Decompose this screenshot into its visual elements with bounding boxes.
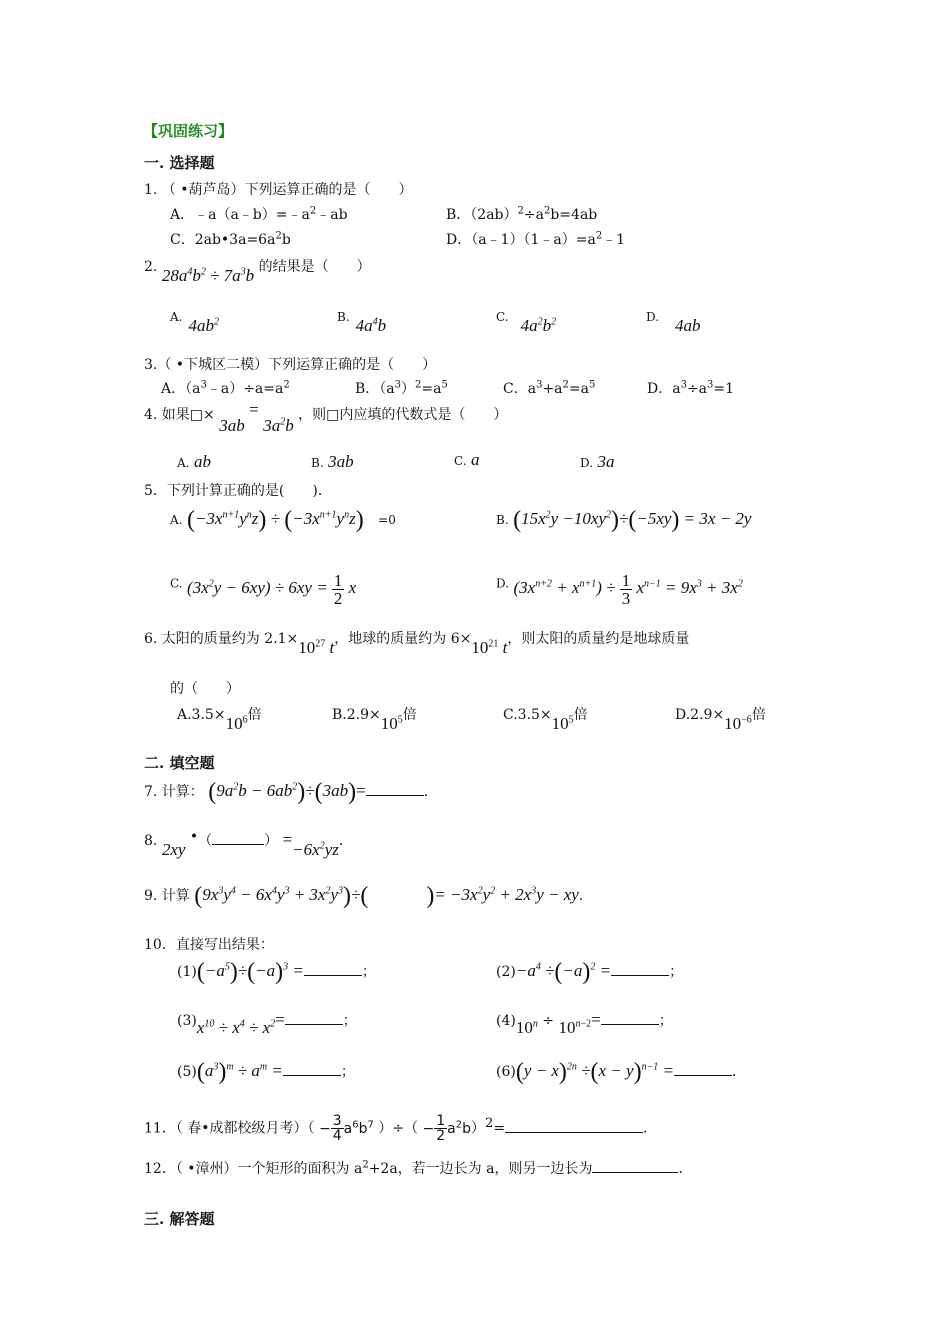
q2-option-d: D. 4ab	[646, 310, 701, 335]
q3-option-a: A．$(a^3﹣a)\div a=a^2$	[161, 379, 290, 397]
question-4: 4. 如果□× $3ab = 3a^2b$ ，则□内应填的代数式是（ ）	[144, 400, 508, 435]
section-heading: 【巩固练习】	[143, 122, 234, 140]
q6-option-a: $A.3.5\times 10^6$倍	[177, 707, 262, 733]
question-12: 12．（ •漳州）一个矩形的面积为 $a^2+2a$，若一边长为 a，则另一边长为 ．	[144, 1159, 693, 1177]
q5-option-a: A. $(-3x^{n+1}y^nz) \div (-3x^{n+1}y^nz) =0$	[170, 507, 396, 533]
q2-option-c: C. $4a^2b^2$	[496, 310, 557, 335]
q1-option-c: C．$2ab•3a=6a^2b$	[170, 230, 291, 248]
q10-part-3: $(3)x^{10} \div x^4 \div x^2=$ ；	[177, 1010, 357, 1037]
q6-option-b: $B.2.9\times 10^5$倍	[332, 707, 417, 733]
q10-part-5: $(5)(a^3)^m \div a^m$ = ；	[177, 1059, 355, 1085]
section-multiple-choice: 一. 选择题	[144, 154, 215, 172]
q5-option-d: D. $(3x^{n+2} + x^{n+1})$ ÷ $\frac{1}{3}$ $x^{n-1} = 9x^3 + 3x^2$	[496, 571, 743, 608]
q10-3-blank[interactable]	[285, 1010, 343, 1025]
question-9: 9. 计算 $(9x^3y^4 - 6x^4y^3 + 3x^2y^3)\div$( )= $-3x^2y^2 + 2x^3y$ − xy．	[144, 883, 593, 909]
q6-option-d: $D.2.9\times 10^{-6}$倍	[675, 707, 766, 733]
q1-option-a: A．$﹣a(a﹣b)=﹣a^2﹣ab$	[170, 205, 348, 223]
question-10: 10．直接写出结果：	[144, 937, 274, 953]
section-fill-blank: 二. 填空题	[144, 754, 215, 772]
q8-answer-blank[interactable]	[212, 830, 264, 845]
q10-4-blank[interactable]	[601, 1010, 659, 1025]
question-5: 5．下列计算正确的是( )．	[144, 483, 332, 499]
q3-option-d: D．$a^3\div a^3=1$	[647, 379, 735, 397]
q10-part-6: $(6)(y - x)^{2n} \div(x - y)^{n-1}$ = ．	[496, 1059, 747, 1085]
q10-5-blank[interactable]	[283, 1061, 341, 1076]
q10-6-blank[interactable]	[674, 1061, 732, 1076]
q3-option-c: C．$a^3+a^2=a^5$	[503, 379, 596, 397]
q10-1-blank[interactable]	[304, 961, 362, 976]
q10-part-1: $(1)(-a^5)\div(-a)^3$ = ；	[177, 959, 376, 985]
q5-option-c: C. $(3x^2y - 6xy) \div 6xy$ = $\frac{1}{2}$ x	[170, 571, 357, 608]
question-3: 3.（ •下城区二模）下列运算正确的是（ ）	[144, 357, 437, 373]
question-1: 1. （ •葫芦岛）下列运算正确的是（ ）	[144, 182, 413, 198]
section-solve: 三. 解答题	[144, 1210, 215, 1228]
q11-answer-blank[interactable]	[505, 1118, 643, 1133]
q10-part-4: $(4)10^n \div 10^{n-2}=$ ；	[496, 1010, 673, 1037]
question-6: 6. 太阳的质量约为 $2.1\times 10^{27}$ t，地球的质量约为 $6\times 10^{21}$ t，则太阳的质量约是地球质量	[144, 631, 690, 657]
q10-part-2: $(2)-a^4 \div(-a)^2$ = ；	[496, 959, 684, 985]
q7-answer-blank[interactable]	[366, 781, 424, 796]
q4-option-b: B. 3ab	[311, 452, 354, 471]
question-6-cont: 的（ ）	[170, 681, 240, 697]
q1-option-d: D．$(a﹣1)(1﹣a)=a^2﹣1$	[446, 230, 626, 248]
q5-option-b: B. $(15x^2y -10xy^2)\div(-5xy) = 3x - 2y$	[496, 507, 752, 533]
question-8: 8. 2xy •（ ） $=-6x^2yz$．	[144, 829, 353, 859]
q2-option-a: A. $4ab^2$	[170, 310, 219, 335]
q10-2-blank[interactable]	[611, 961, 669, 976]
question-2: 2. $28a^4b^2 \div 7a^3b$ 的结果是（ ）	[144, 259, 371, 285]
q1-option-b: B．$(2ab)^2\div a^2b=4ab$	[446, 205, 598, 223]
q4-option-d: D. 3a	[580, 452, 615, 471]
q12-answer-blank[interactable]	[592, 1158, 678, 1173]
q4-option-a: A. ab	[177, 452, 211, 471]
question-11: 11．（ 春•成都校级月考）（ − $\frac{3}{4}$ $a^6b^7$ ）÷（ − $\frac{1}{2}$ $a^2b)^2=$ ．	[144, 1113, 658, 1144]
question-7: 7. 计算： $(9a^2b - 6ab^2)\div(3ab)=$ ．	[144, 779, 438, 805]
q6-option-c: $C.3.5\times 10^5$倍	[503, 707, 588, 733]
q4-option-c: C. a	[454, 450, 480, 469]
q3-option-b: B．$(a^3)^2=a^5$	[355, 379, 448, 397]
q2-option-b: B. $4a^4b$	[337, 310, 387, 335]
